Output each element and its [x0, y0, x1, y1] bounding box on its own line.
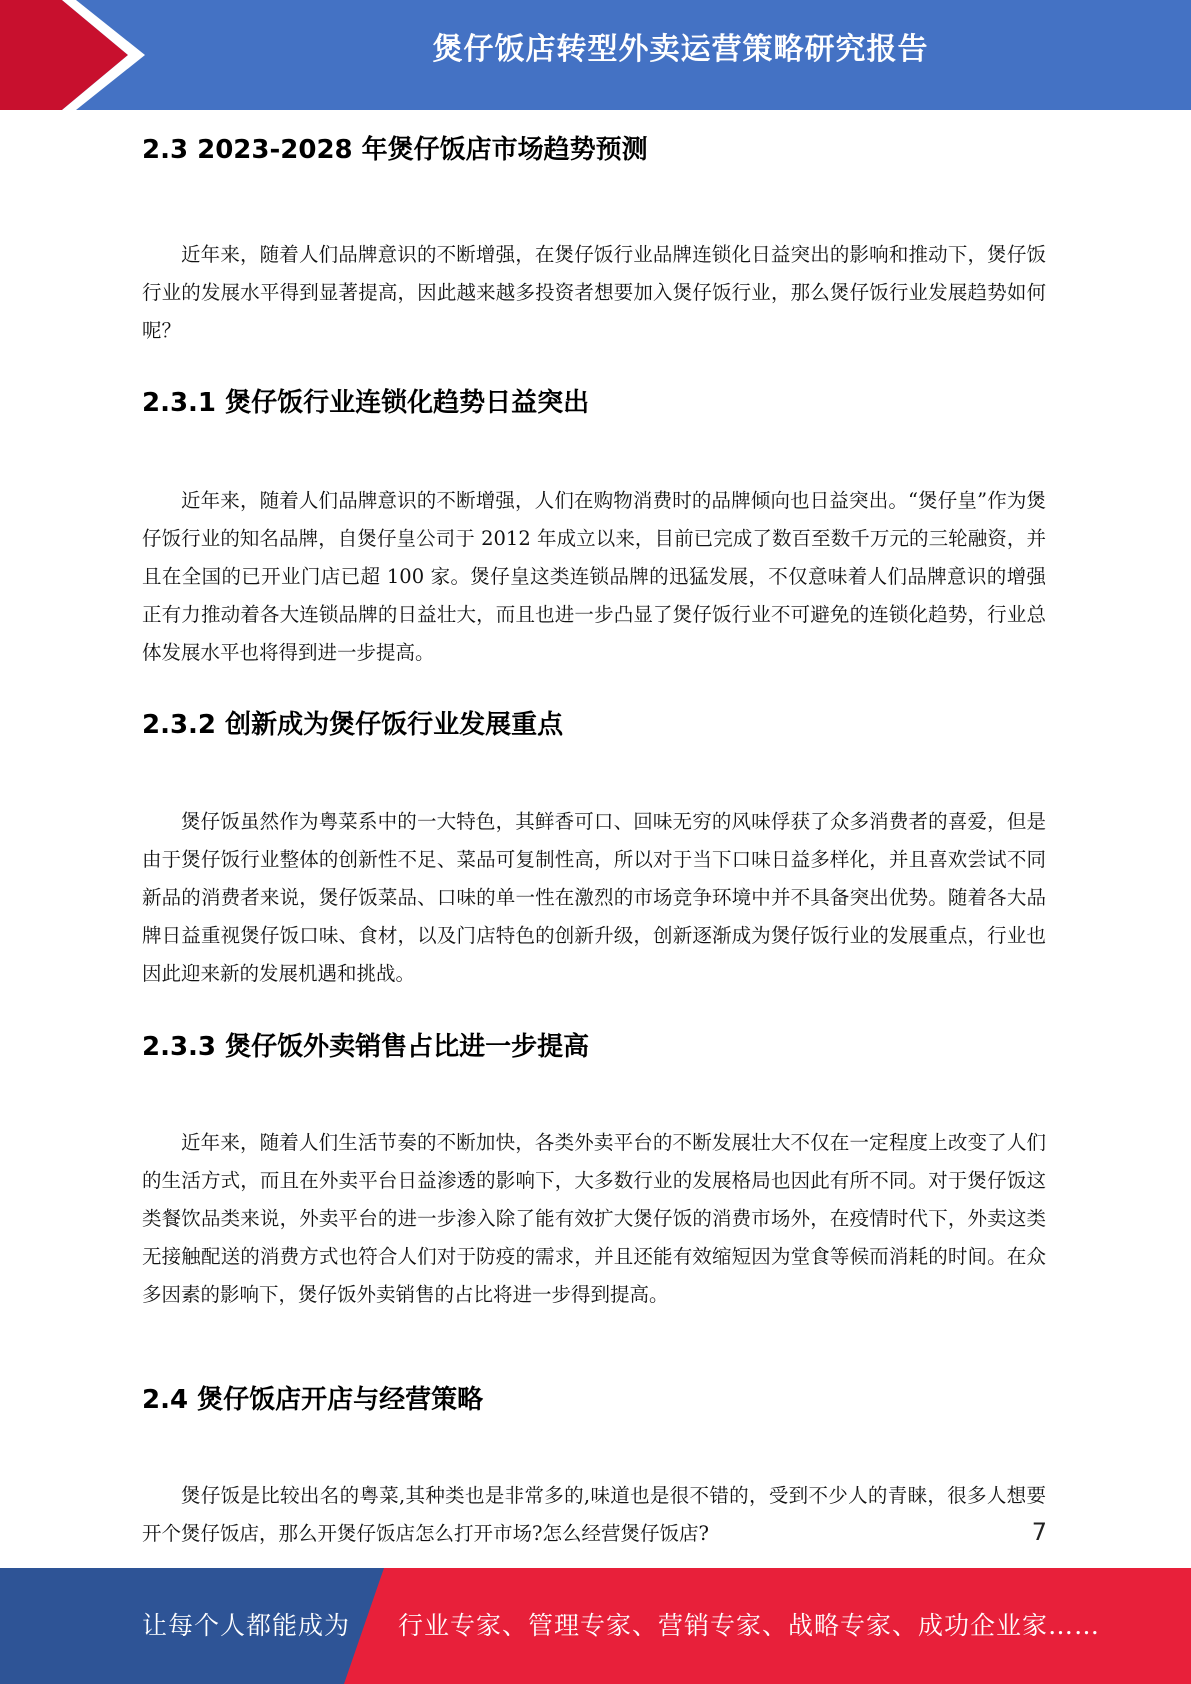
- footer-slogan-right: 行业专家、管理专家、营销专家、战略专家、成功企业家……: [398, 1611, 1101, 1640]
- page-content: [142, 110, 1046, 1553]
- section-heading-2-4: 2.4 煲仔饭店开店与经营策略: [142, 1385, 484, 1415]
- section-heading-2-3: 2.3 2023-2028 年煲仔饭店市场趋势预测: [142, 135, 648, 165]
- header-arrow-decoration: [0, 0, 160, 110]
- section-heading-2-3-2: 2.3.2 创新成为煲仔饭行业发展重点: [142, 710, 564, 740]
- report-title: 煲仔饭店转型外卖运营策略研究报告: [432, 32, 929, 67]
- section-body-2-4: 煲仔饭是比较出名的粤菜,其种类也是非常多的,味道也是很不错的，受到不少人的青睐，很多人想要开个煲仔饭店，那么开煲仔饭店怎么打开市场?怎么经营煲仔饭店?: [142, 1484, 1046, 1545]
- page-header: [0, 0, 1191, 110]
- page-number: 7: [1031, 1518, 1047, 1546]
- section-body-2-3-3: 近年来，随着人们生活节奏的不断加快，各类外卖平台的不断发展壮大不仅在一定程度上改变了人们的生活方式，而且在外卖平台日益渗透的影响下，大多数行业的发展格局也因此有所不同。对于煲仔饭这类餐饮品类来说，外卖平台的进一步渗入除了能有效扩大煲仔饭的消费市场外，在疫情时代下，外卖这类无接触配送的消费方式也符合人们对于防疫的需求，并且还能有效缩短因为堂食等候而消耗的时间。在众多因素的影响下，煲仔饭外卖销售的占比将进一步得到提高。: [142, 1131, 1046, 1306]
- section-heading-2-3-3: 2.3.3 煲仔饭外卖销售占比进一步提高: [142, 1032, 590, 1062]
- page-footer: [0, 1568, 1191, 1684]
- section-heading-2-3-1: 2.3.1 煲仔饭行业连锁化趋势日益突出: [142, 388, 590, 418]
- footer-slogan-left: 让每个人都能成为: [142, 1611, 351, 1640]
- header-red-chevron: [0, 0, 128, 110]
- section-body-2-3-1: 近年来，随着人们品牌意识的不断增强，人们在购物消费时的品牌倾向也日益突出。“煲仔皇”作为煲仔饭行业的知名品牌，自煲仔皇公司于 2012 年成立以来，目前已完成了数百至数千万元的三轮融资，并且在全国的已开业门店已超 100 家。煲仔皇这类连锁品牌的迅猛发展，不仅意味着人们品牌意识的增强正有力推动着各大连锁品牌的日益壮大，而且也进一步凸显了煲仔饭行业不可避免的连锁化趋势，行业总体发展水平也将得到进一步提高。: [142, 489, 1046, 664]
- section-body-2-3: 近年来，随着人们品牌意识的不断增强，在煲仔饭行业品牌连锁化日益突出的影响和推动下，煲仔饭行业的发展水平得到显著提高，因此越来越多投资者想要加入煲仔饭行业，那么煲仔饭行业发展趋势如何呢？: [142, 243, 1046, 342]
- section-body-2-3-2: 煲仔饭虽然作为粤菜系中的一大特色，其鲜香可口、回味无穷的风味俘获了众多消费者的喜爱，但是由于煲仔饭行业整体的创新性不足、菜品可复制性高，所以对于当下口味日益多样化，并且喜欢尝试不同新品的消费者来说，煲仔饭菜品、口味的单一性在激烈的市场竞争环境中并不具备突出优势。随着各大品牌日益重视煲仔饭口味、食材，以及门店特色的创新升级，创新逐渐成为煲仔饭行业的发展重点，行业也因此迎来新的发展机遇和挑战。: [142, 810, 1046, 985]
